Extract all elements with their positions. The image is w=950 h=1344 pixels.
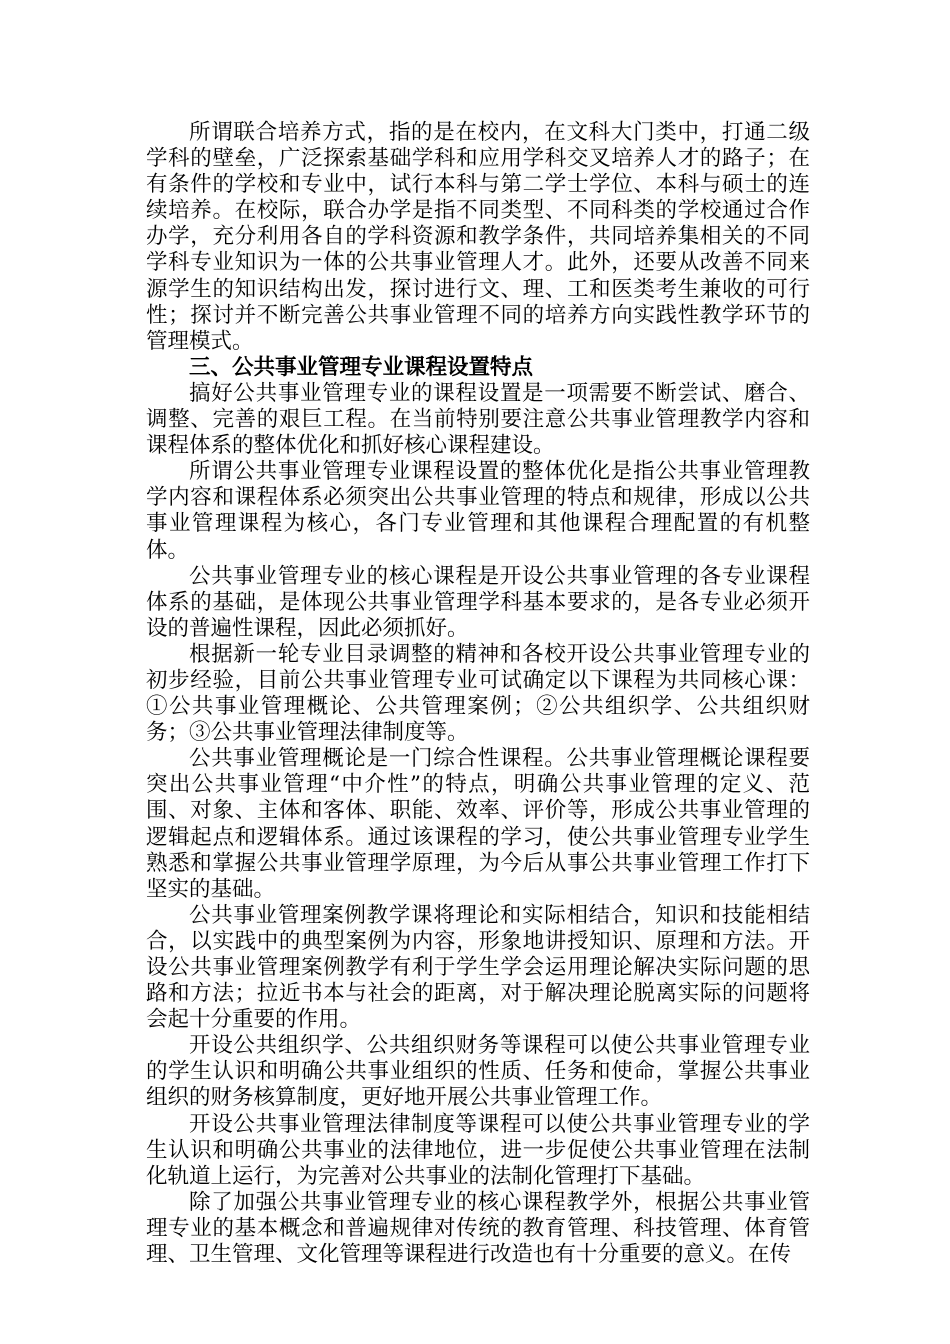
paragraph-introduction-course: 公共事业管理概论是一门综合性课程。公共事业管理概论课程要突出公共事业管理“中介性”的特点，明确公共事业管理的定义、范围、对象、主体和客体、职能、效率、评价等，形成公共事业管理的逻辑起点和逻辑体系。通过该课程的学习，使公共事业管理专业学生熟悉和掌握公共事业管理学原理，为今后从事公共事业管理工作打下坚实的基础。 xyxy=(146,746,810,902)
paragraph-core-courses: 公共事业管理专业的核心课程是开设公共事业管理的各专业课程体系的基础，是体现公共事业管理学科基本要求的，是各专业必须开设的普遍性课程，因此必须抓好。 xyxy=(146,563,810,641)
paragraph-case-teaching: 公共事业管理案例教学课将理论和实际相结合，知识和技能相结合，以实践中的典型案例为内容，形象地讲授知识、原理和方法。开设公共事业管理案例教学有利于学生学会运用理论解决实际问题的思路和方法；拉近书本与社会的距离，对于解决理论脱离实际的问题将会起十分重要的作用。 xyxy=(146,902,810,1033)
paragraph-curriculum-intro: 搞好公共事业管理专业的课程设置是一项需要不断尝试、磨合、调整、完善的艰巨工程。在当前特别要注意公共事业管理教学内容和课程体系的整体优化和抓好核心课程建设。 xyxy=(146,380,810,459)
paragraph-legal-system-courses: 开设公共事业管理法律制度等课程可以使公共事业管理专业的学生认识和明确公共事业的法律地位，进一步促使公共事业管理在法制化轨道上运行，为完善对公共事业的法制化管理打下基础。 xyxy=(146,1111,810,1189)
section-heading: 三、公共事业管理专业课程设置特点 xyxy=(189,354,534,380)
document-page xyxy=(146,120,810,1268)
paragraph-joint-training: 所谓联合培养方式，指的是在校内，在文科大门类中，打通二级学科的壁垒，广泛探索基础学科和应用学科交叉培养人才的路子；在有条件的学校和专业中，试行本科与第二学士学位、本科与硕士的连续培养。在校际，联合办学是指不同类型、不同科类的学校通过合作办学，充分利用各自的学科资源和教学条件，共同培养集相关的不同学科专业知识为一体的公共事业管理人才。此外，还要从改善不同来源学生的知识结构出发，探讨进行文、理、工和医类考生兼收的可行性；探讨并不断完善公共事业管理不同的培养方向实践性教学环节的管理模式。 xyxy=(146,120,810,354)
paragraph-organization-courses: 开设公共组织学、公共组织财务等课程可以使公共事业管理专业的学生认识和明确公共事业组织的性质、任务和使命，掌握公共事业组织的财务核算制度，更好地开展公共事业管理工作。 xyxy=(146,1033,810,1111)
paragraph-course-reform: 除了加强公共事业管理专业的核心课程教学外，根据公共事业管理专业的基本概念和普遍规律对传统的教育管理、科技管理、体育管理、卫生管理、文化管理等课程进行改造也有十分重要的意义。在传 xyxy=(146,1189,810,1268)
paragraph-overall-optimization: 所谓公共事业管理专业课程设置的整体优化是指公共事业管理教学内容和课程体系必须突出公共事业管理的特点和规律，形成以公共事业管理课程为核心，各门专业管理和其他课程合理配置的有机整体。 xyxy=(146,459,810,563)
paragraph-core-course-list: 根据新一轮专业目录调整的精神和各校开设公共事业管理专业的初步经验，目前公共事业管理专业可试确定以下课程为共同核心课：①公共事业管理概论、公共管理案例；②公共组织学、公共组织财务；③公共事业管理法律制度等。 xyxy=(146,641,810,746)
